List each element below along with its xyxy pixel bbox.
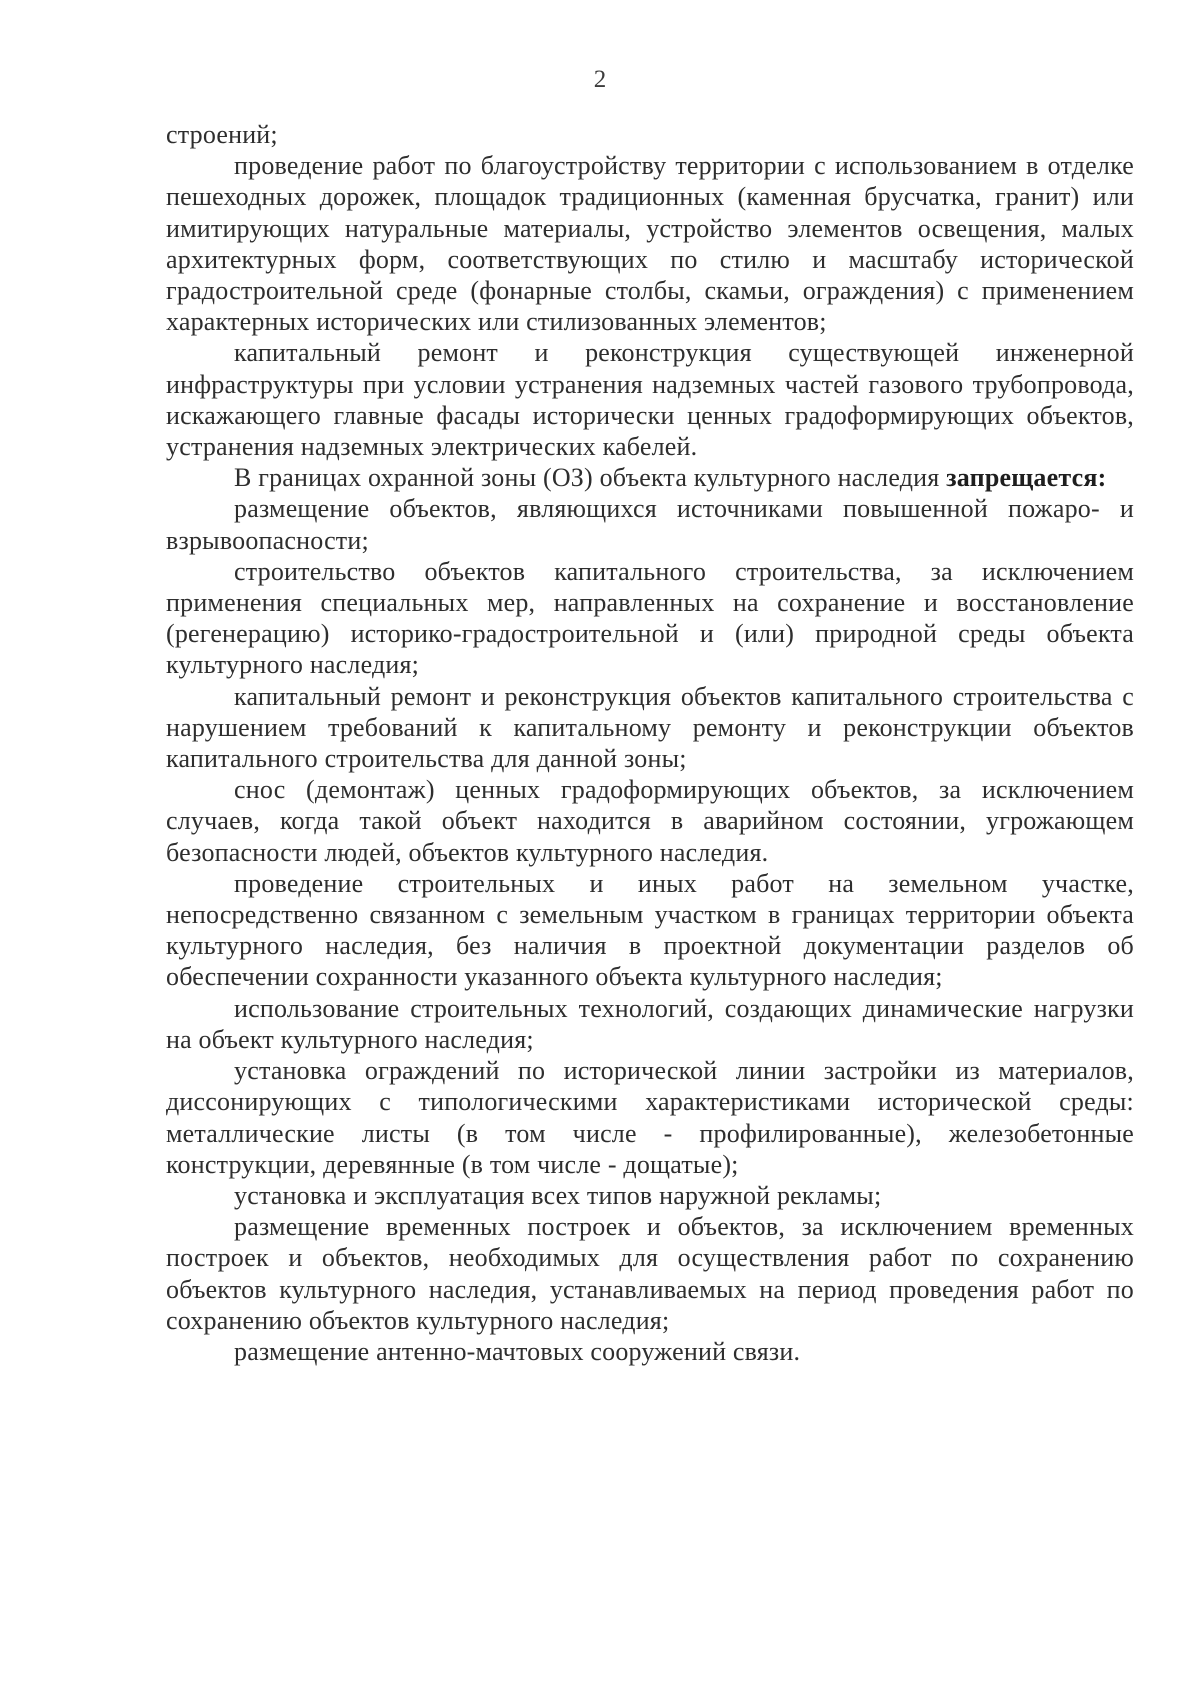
prohibited-item: строительство объектов капитального строительства, за исключением применения специальных мер, направленных на сохранение и восстановление (регенерацию) историко-градостроительной и (или) природной среды объекта культурного наследия;	[166, 556, 1134, 680]
oz-intro-text: В границах охранной зоны (ОЗ) объекта культурного наследия	[234, 463, 947, 493]
paragraph-infrastructure: капитальный ремонт и реконструкция существующей инженерной инфраструктуры при условии устранения надземных частей газового трубопровода, искажающего главные фасады исторически ценных градоформирующих объектов, устранения надземных электрических кабелей.	[166, 338, 1134, 462]
paragraph-landscaping: проведение работ по благоустройству территории с использованием в отделке пешеходных дорожек, площадок традиционных (каменная брусчатка, гранит) или имитирующих натуральные материалы, устройство элементов освещения, малых архитектурных форм, соответствующих по стилю и масштабу исторической градостроительной среде (фонарные столбы, скамьи, ограждения) с применением характерных исторических или стилизованных элементов;	[166, 151, 1134, 337]
prohibited-item: снос (демонтаж) ценных градоформирующих объектов, за исключением случаев, когда такой объект находится в аварийном состоянии, угрожающем безопасности людей, объектов культурного наследия.	[166, 775, 1134, 867]
prohibited-item: использование строительных технологий, создающих динамические нагрузки на объект культурного наследия;	[166, 993, 1134, 1054]
paragraph-continuation: строений;	[166, 120, 278, 149]
page-number: 2	[593, 66, 607, 93]
oz-intro-prohibited-label: запрещается:	[946, 463, 1107, 493]
prohibited-item: капитальный ремонт и реконструкция объектов капитального строительства с нарушением требований к капитальному ремонту и реконструкции объектов капитального строительства для данной зоны;	[166, 681, 1134, 774]
prohibited-item: проведение строительных и иных работ на земельном участке, непосредственно связанном с земельным участком в границах территории объекта культурного наследия, без наличия в проектной документации разделов об обеспечении сохранности указанного объекта культурного наследия;	[166, 868, 1134, 992]
prohibited-item: установка ограждений по исторической линии застройки из материалов, диссонирующих с типологическими характеристиками исторической среды: металлические листы (в том числе - профилированные), железобетонные конструкции, деревянные (в том числе - дощатые);	[166, 1056, 1134, 1179]
prohibited-item: установка и эксплуатация всех типов наружной рекламы;	[234, 1180, 882, 1210]
document-body	[166, 119, 1134, 1367]
prohibited-item: размещение объектов, являющихся источниками повышенной пожаро- и взрывоопасности;	[166, 494, 1134, 555]
prohibited-item: размещение временных построек и объектов, за исключением временных построек и объектов, необходимых для осуществления работ по сохранению объектов культурного наследия, устанавливаемых на период проведения работ по сохранению объектов культурного наследия;	[166, 1212, 1134, 1335]
prohibited-item: размещение антенно-мачтовых сооружений связи.	[234, 1336, 801, 1366]
paragraph-oz-intro	[166, 462, 1134, 493]
